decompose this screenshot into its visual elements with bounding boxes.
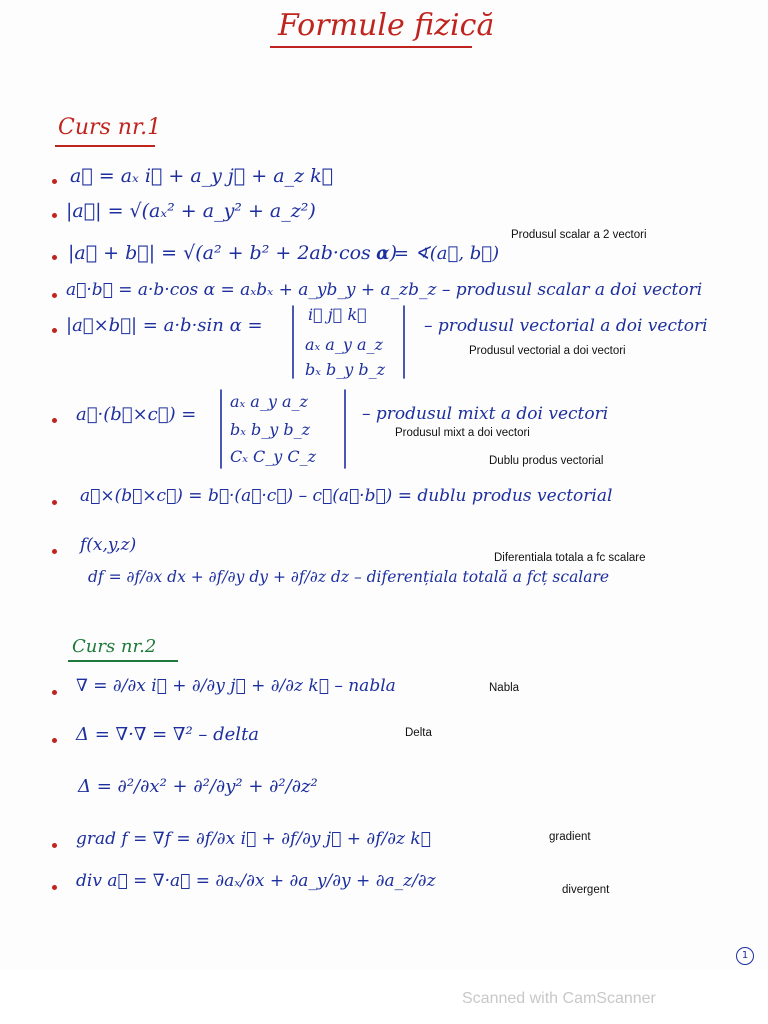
formula-laplacian: Δ = ∂²/∂x² + ∂²/∂y² + ∂²/∂z²: [78, 776, 318, 797]
formula-delta: Δ = ∇·∇ = ∇² – delta: [76, 724, 260, 745]
formula-divergence: div a⃗ = ∇·a⃗ = ∂aₓ/∂x + ∂a_y/∂y + ∂a_z/∂z: [76, 871, 436, 891]
formula-vector: a⃗ = aₓ i⃗ + a_y j⃗ + a_z k⃗: [70, 165, 334, 187]
formula-function: f(x,y,z): [80, 535, 137, 555]
annotation-delta: Delta: [405, 727, 432, 739]
formula-double-vector-product: a⃗×(b⃗×c⃗) = b⃗·(a⃗·c⃗) – c⃗(a⃗·b⃗) = dublu produs vectorial: [80, 486, 613, 506]
formula-gradient: grad f = ∇f = ∂f/∂x i⃗ + ∂f/∂y j⃗ + ∂f/∂z k⃗: [76, 829, 431, 849]
page-number-circle: 1: [736, 947, 754, 965]
det-mixt-row3: Cₓ C_y C_z: [230, 447, 317, 466]
annotation-vectorial: Produsul vectorial a doi vectori: [469, 345, 626, 357]
annotation-diferentiala: Diferentiala totala a fc scalare: [494, 552, 646, 564]
curs1-heading: Curs nr.1: [58, 115, 162, 140]
det-vectorial-row2: aₓ a_y a_z: [305, 335, 383, 354]
formula-scalar-product: a⃗·b⃗ = a·b·cos α = aₓbₓ + a_yb_y + a_zb_z – produsul scalar a doi vectori: [66, 280, 703, 300]
annotation-gradient: gradient: [549, 831, 591, 843]
curs2-heading: Curs nr.2: [72, 636, 157, 657]
annotation-divergent: divergent: [562, 884, 610, 896]
det-mixt-row1: aₓ a_y a_z: [230, 392, 308, 411]
det-vectorial-row1: i⃗ j⃗ k⃗: [308, 305, 367, 324]
scanner-watermark: Scanned with CamScanner: [462, 990, 656, 1007]
mixed-product-label: – produsul mixt a doi vectori: [362, 404, 609, 424]
det-mixt-row2: bₓ b_y b_z: [230, 420, 311, 439]
formula-total-differential: df = ∂f/∂x dx + ∂f/∂y dy + ∂f/∂z dz – diferențiala totală a fcț scalare: [88, 568, 610, 586]
formula-mixed-product: a⃗·(b⃗×c⃗) =: [76, 404, 197, 425]
annotation-nabla: Nabla: [489, 682, 520, 694]
annotation-scalar: Produsul scalar a 2 vectori: [511, 229, 647, 241]
vector-product-label: – produsul vectorial a doi vectori: [424, 316, 708, 336]
page-title: Formule fizică: [278, 8, 495, 43]
annotation-dublu: Dublu produs vectorial: [489, 455, 604, 467]
formula-magnitude: |a⃗| = √(aₓ² + a_y² + a_z²): [66, 200, 316, 222]
formula-vector-product: |a⃗×b⃗| = a·b·sin α =: [66, 315, 263, 336]
formula-sum-magnitude: |a⃗ + b⃗| = √(a² + b² + 2ab·cos α): [68, 242, 398, 264]
formula-angle: α = ∢(a⃗, b⃗): [376, 243, 500, 264]
det-vectorial-row3: bₓ b_y b_z: [305, 360, 386, 379]
annotation-mixt: Produsul mixt a doi vectori: [395, 427, 530, 439]
formula-nabla: ∇ = ∂/∂x i⃗ + ∂/∂y j⃗ + ∂/∂z k⃗ – nabla: [76, 676, 396, 696]
